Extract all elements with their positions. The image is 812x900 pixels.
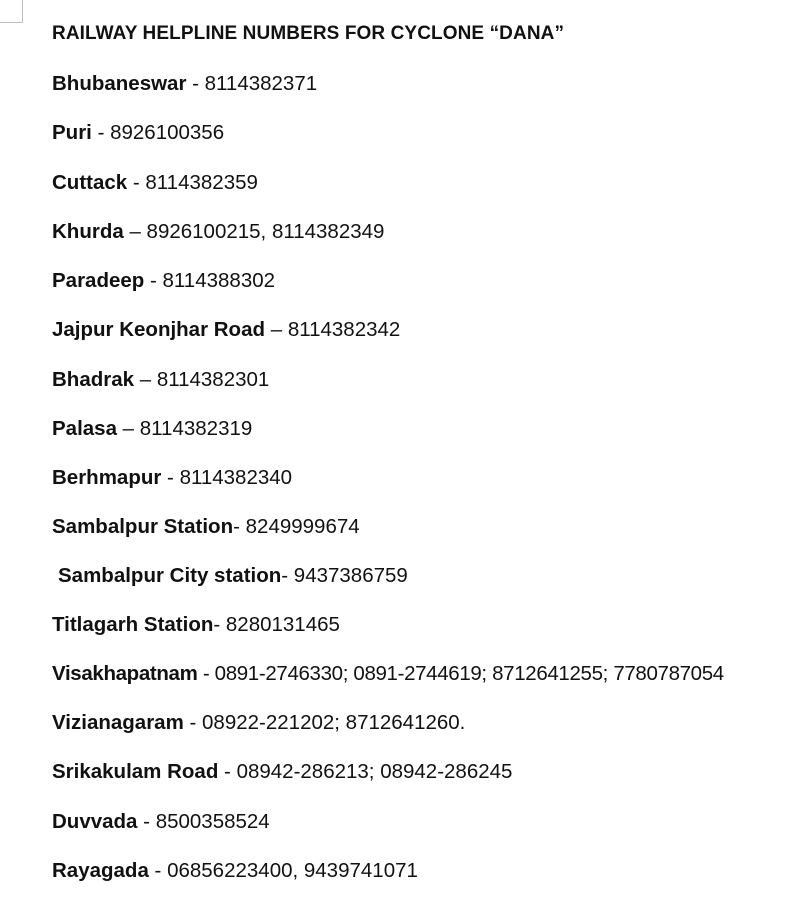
separator: -: [186, 72, 205, 95]
station-name: Titlagarh Station: [52, 613, 214, 636]
separator: –: [116, 417, 140, 440]
helpline-entry: [52, 515, 360, 539]
phone-numbers: 8926100215, 8114382349: [146, 220, 385, 243]
station-name: Visakhapatnam: [52, 662, 198, 685]
helpline-entry: [52, 318, 400, 342]
helpline-entry: [58, 564, 408, 588]
phone-numbers: 8114382301: [156, 368, 270, 391]
separator: -: [127, 171, 146, 194]
station-name: Sambalpur City station: [58, 564, 282, 587]
phone-numbers: 06856223400, 9439741071: [167, 859, 418, 882]
station-name: Cuttack: [52, 171, 128, 194]
document-title: RAILWAY HELPLINE NUMBERS FOR CYCLONE “DANA”: [52, 23, 565, 44]
separator: -: [161, 466, 180, 489]
helpline-entry: [52, 662, 724, 686]
helpline-entry: [52, 760, 512, 784]
helpline-entry: [52, 417, 252, 441]
helpline-entry: [52, 613, 340, 637]
phone-numbers: 08922-221202; 8712641260.: [202, 711, 466, 734]
separator: -: [144, 269, 163, 292]
station-name: Paradeep: [52, 269, 145, 292]
station-name: Jajpur Keonjhar Road: [52, 318, 266, 341]
separator: -: [148, 859, 168, 882]
station-name: Khurda: [52, 220, 124, 243]
station-name: Vizianagaram: [52, 711, 184, 734]
station-name: Sambalpur Station: [52, 515, 234, 538]
helpline-entry: [52, 72, 317, 96]
station-name: Berhmapur: [52, 466, 162, 489]
phone-numbers: 08942-286213; 08942-286245: [236, 760, 513, 783]
phone-numbers: 8500358524: [155, 810, 270, 833]
phone-numbers: 8114382371: [204, 72, 318, 95]
separator: -: [233, 515, 246, 538]
phone-numbers: 8114382340: [179, 466, 293, 489]
helpline-entry: [52, 368, 269, 392]
phone-numbers: 8114382342: [287, 318, 401, 341]
separator: -: [91, 121, 111, 144]
station-name: Puri: [52, 121, 92, 144]
helpline-entry: [52, 810, 270, 834]
station-name: Srikakulam Road: [52, 760, 219, 783]
helpline-entry: [52, 711, 465, 735]
phone-numbers: 8926100356: [110, 121, 225, 144]
separator: –: [134, 368, 157, 391]
helpline-entry: [52, 269, 275, 293]
separator: -: [218, 760, 237, 783]
helpline-entry: [52, 121, 224, 145]
phone-numbers: 0891-2746330; 0891-2744619; 8712641255; 7780787054: [214, 662, 724, 685]
phone-numbers: 8249999674: [245, 515, 360, 538]
separator: -: [183, 711, 203, 734]
separator: –: [265, 318, 288, 341]
helpline-entry: [52, 220, 384, 244]
phone-numbers: 8280131465: [225, 613, 340, 636]
separator: -: [281, 564, 294, 587]
phone-numbers: 8114382319: [139, 417, 253, 440]
station-name: Palasa: [52, 417, 117, 440]
helpline-entry: [52, 859, 418, 883]
helpline-entry: [52, 466, 292, 490]
separator: –: [123, 220, 147, 243]
helpline-entry: [52, 171, 258, 195]
phone-numbers: 8114388302: [162, 269, 276, 292]
phone-numbers: 9437386759: [293, 564, 408, 587]
station-name: Bhubaneswar: [52, 72, 187, 95]
station-name: Rayagada: [52, 859, 149, 882]
station-name: Bhadrak: [52, 368, 135, 391]
separator: -: [197, 662, 215, 685]
page-corner-marker: [0, 0, 23, 23]
phone-numbers: 8114382359: [145, 171, 258, 194]
station-name: Duvvada: [52, 810, 138, 833]
separator: -: [213, 613, 226, 636]
separator: -: [137, 810, 156, 833]
